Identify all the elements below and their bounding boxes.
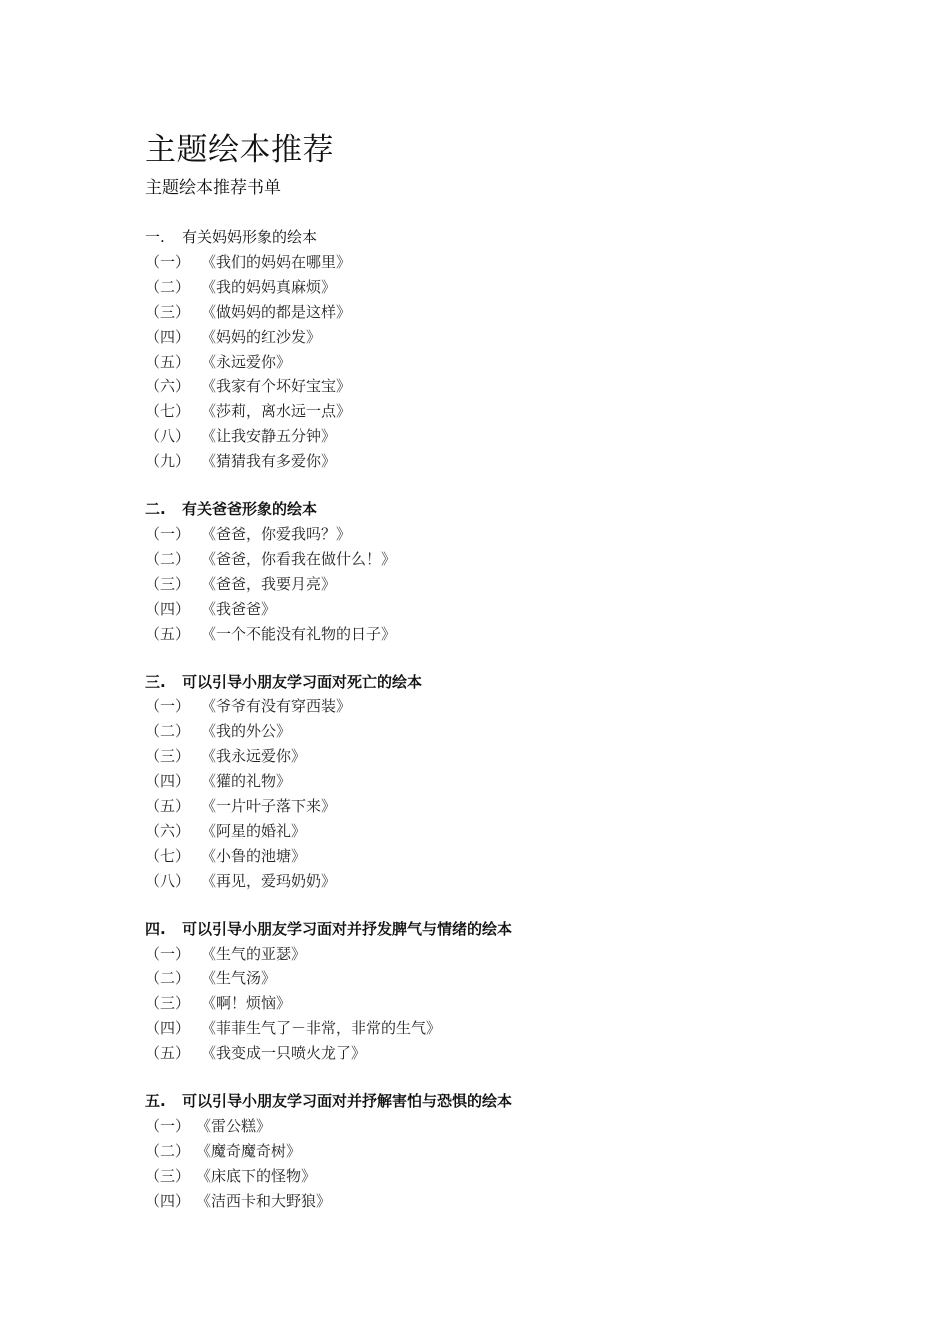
list-item (145, 1114, 845, 1139)
item-index: （七） (145, 402, 191, 421)
book-title: 《生气汤》 (201, 969, 277, 988)
section-number: 二. (145, 500, 166, 519)
list-item (145, 350, 845, 375)
book-title: 《菲菲生气了－非常，非常的生气》 (201, 1019, 442, 1038)
item-index: （四） (145, 599, 191, 618)
list-item (145, 942, 845, 967)
item-index: （二） (145, 549, 191, 568)
section-heading (145, 497, 845, 522)
section-title: 可以引导小朋友学习面对并抒发脾气与情绪的绘本 (182, 919, 513, 938)
book-list (145, 942, 845, 1067)
list-item (145, 819, 845, 844)
item-index: （九） (145, 452, 191, 471)
list-item (145, 1016, 845, 1041)
section-heading (145, 917, 845, 942)
item-index: （五） (145, 352, 191, 371)
book-title: 《雷公糕》 (196, 1117, 272, 1135)
book-title: 《魔奇魔奇树》 (196, 1141, 302, 1160)
list-item (145, 1189, 845, 1214)
section-number: 四. (145, 919, 166, 938)
list-item (145, 547, 845, 572)
list-item (145, 991, 845, 1016)
book-title: 《爸爸，你看我在做什么！》 (201, 549, 397, 568)
book-title: 《永远爱你》 (201, 352, 292, 371)
section-heading (145, 1089, 845, 1114)
item-index: （一） (145, 252, 191, 271)
item-index: （一） (145, 697, 191, 716)
item-index: （五） (145, 624, 191, 643)
section-mother-books (145, 225, 845, 474)
item-index: （一） (145, 944, 191, 963)
list-item (145, 424, 845, 449)
item-index: （四） (145, 1191, 191, 1210)
item-index: （八） (145, 427, 191, 446)
list-item (145, 966, 845, 991)
section-number: 五. (145, 1092, 166, 1111)
book-title: 《猜猜我有多爱你》 (201, 452, 337, 471)
book-title: 《一片叶子落下来》 (201, 797, 337, 816)
book-list (145, 522, 845, 647)
list-item (145, 769, 845, 794)
list-item (145, 794, 845, 819)
item-index: （六） (145, 377, 191, 396)
item-index: （二） (145, 277, 191, 296)
book-list (145, 250, 845, 474)
book-title: 《洁西卡和大野狼》 (196, 1191, 332, 1210)
book-title: 《我变成一只喷火龙了》 (201, 1044, 367, 1063)
section-heading (145, 225, 845, 250)
document-title: 主题绘本推荐 (145, 132, 334, 168)
section-fear-books (145, 1089, 845, 1214)
book-title: 《阿星的婚礼》 (201, 821, 307, 840)
section-father-books (145, 497, 845, 646)
book-title: 《妈妈的红沙发》 (201, 327, 322, 346)
document-subtitle: 主题绘本推荐书单 (145, 178, 281, 198)
section-anger-books (145, 917, 845, 1066)
item-index: （四） (145, 327, 191, 346)
item-index: （一） (145, 1117, 191, 1135)
section-death-books (145, 670, 845, 894)
book-title: 《一个不能没有礼物的日子》 (201, 624, 397, 643)
list-item (145, 325, 845, 350)
book-title: 《小鲁的池塘》 (201, 846, 307, 865)
item-index: （三） (145, 747, 191, 766)
item-index: （四） (145, 1019, 191, 1038)
document-page (145, 128, 845, 1214)
list-item (145, 1164, 845, 1189)
book-title: 《床底下的怪物》 (196, 1166, 317, 1185)
book-title: 《让我安静五分钟》 (201, 427, 337, 446)
item-index: （四） (145, 772, 191, 791)
book-title: 《我们的妈妈在哪里》 (201, 252, 352, 271)
book-title: 《莎莉，离水远一点》 (201, 402, 352, 421)
list-item (145, 744, 845, 769)
book-list (145, 1114, 845, 1214)
section-title: 有关爸爸形象的绘本 (182, 500, 318, 519)
section-title: 可以引导小朋友学习面对并抒解害怕与恐惧的绘本 (182, 1092, 513, 1111)
book-title: 《我的妈妈真麻烦》 (201, 277, 337, 296)
list-item (145, 622, 845, 647)
item-index: （二） (145, 969, 191, 988)
section-number: 三. (145, 672, 166, 691)
item-index: （三） (145, 302, 191, 321)
list-item (145, 869, 845, 894)
list-item (145, 399, 845, 424)
section-number: 一. (145, 228, 165, 246)
list-item (145, 572, 845, 597)
item-index: （七） (145, 846, 191, 865)
item-index: （八） (145, 871, 191, 890)
book-title: 《爸爸，我要月亮》 (201, 574, 337, 593)
book-title: 《我永远爱你》 (201, 747, 307, 766)
item-index: （一） (145, 524, 191, 543)
item-index: （三） (145, 1166, 191, 1185)
list-item (145, 300, 845, 325)
book-title: 《爷爷有没有穿西装》 (201, 697, 352, 716)
list-item (145, 694, 845, 719)
book-title: 《我的外公》 (201, 722, 292, 741)
book-title: 《我爸爸》 (201, 599, 277, 618)
list-item (145, 522, 845, 547)
item-index: （二） (145, 722, 191, 741)
section-heading (145, 670, 845, 695)
item-index: （五） (145, 797, 191, 816)
book-list (145, 694, 845, 893)
list-item (145, 1041, 845, 1066)
book-title: 《再见，爱玛奶奶》 (201, 871, 337, 890)
list-item (145, 449, 845, 474)
list-item (145, 374, 845, 399)
item-index: （三） (145, 574, 191, 593)
section-title: 有关妈妈形象的绘本 (182, 228, 318, 246)
item-index: （二） (145, 1141, 191, 1160)
item-index: （三） (145, 994, 191, 1013)
book-title: 《生气的亚瑟》 (201, 944, 307, 963)
section-title: 可以引导小朋友学习面对死亡的绘本 (182, 672, 423, 691)
list-item (145, 597, 845, 622)
list-item (145, 719, 845, 744)
list-item (145, 250, 845, 275)
item-index: （五） (145, 1044, 191, 1063)
book-title: 《做妈妈的都是这样》 (201, 302, 352, 321)
book-title: 《獾的礼物》 (201, 772, 292, 791)
list-item (145, 1139, 845, 1164)
list-item (145, 844, 845, 869)
book-title: 《啊！烦恼》 (201, 994, 292, 1013)
list-item (145, 275, 845, 300)
book-title: 《爸爸，你爱我吗？》 (201, 524, 352, 543)
item-index: （六） (145, 821, 191, 840)
book-title: 《我家有个坏好宝宝》 (201, 377, 352, 396)
